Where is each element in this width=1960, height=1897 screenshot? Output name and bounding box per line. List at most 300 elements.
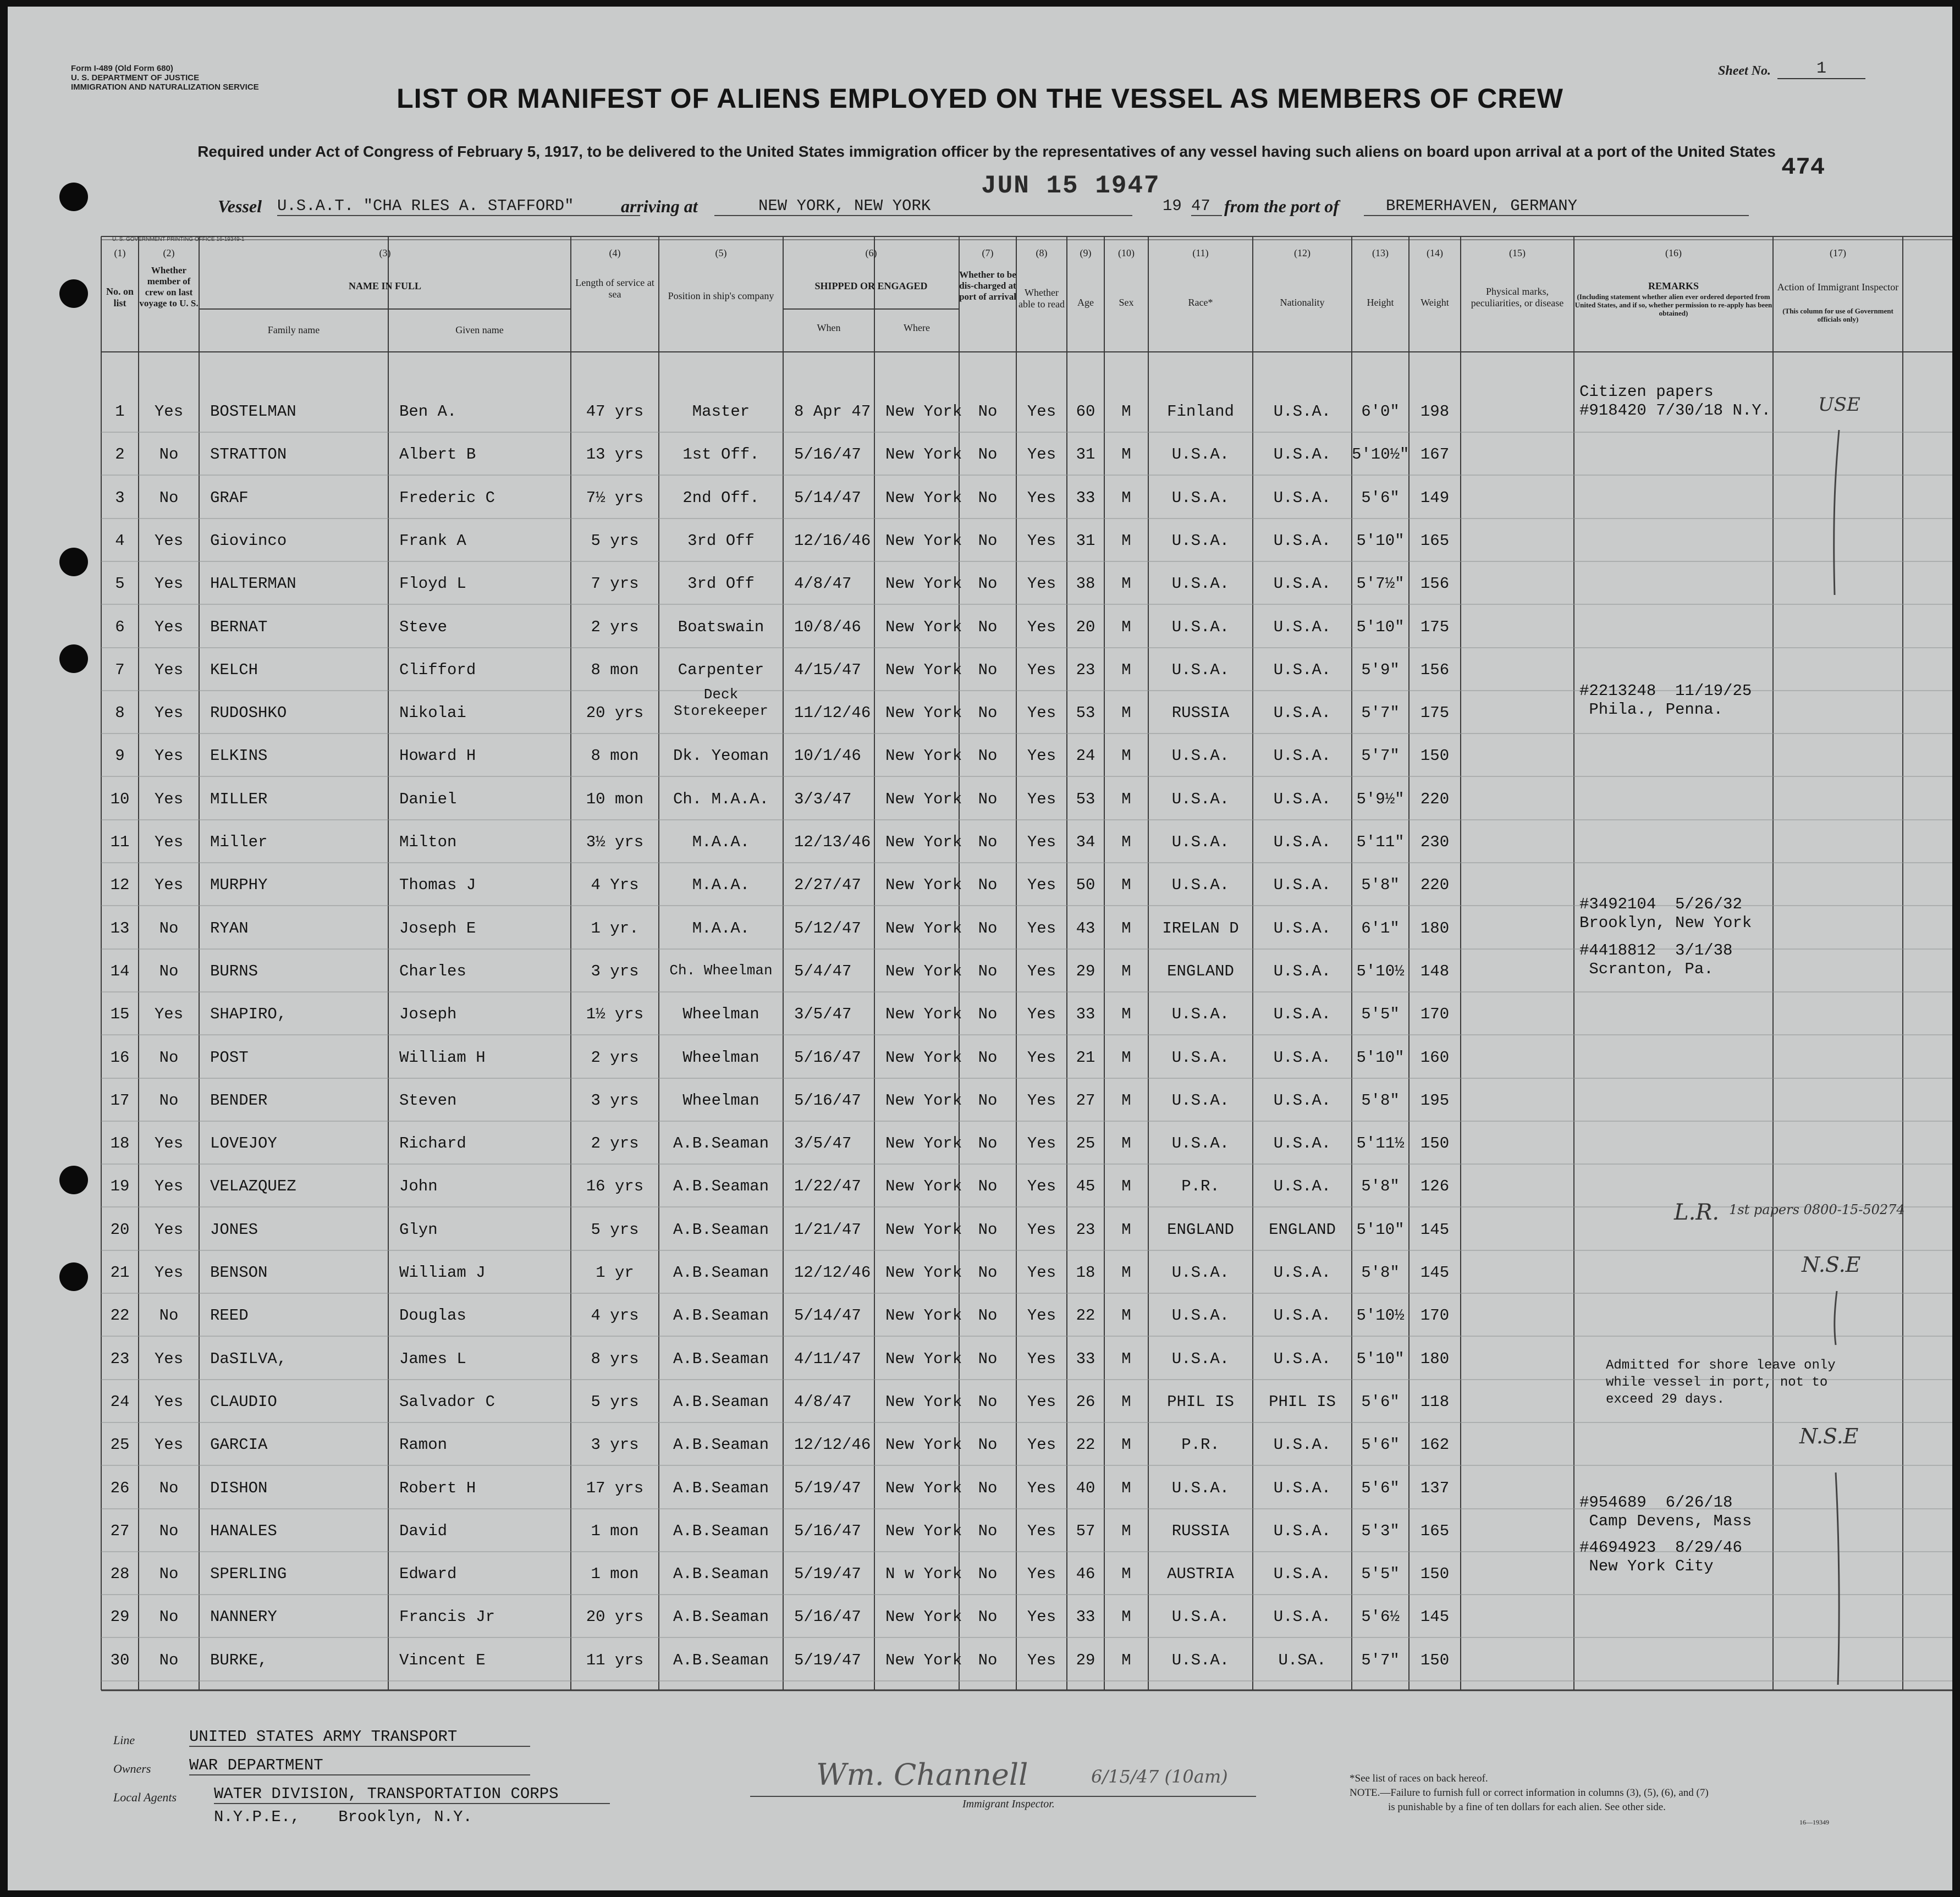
position: 3rd Off	[687, 532, 755, 550]
age: 21	[1076, 1049, 1095, 1067]
given-name: Frank A	[399, 532, 466, 550]
age: 29	[1076, 962, 1095, 980]
column-number: (7)	[982, 247, 994, 258]
shipped-where: New York	[885, 489, 962, 507]
race: ENGLAND	[1167, 962, 1234, 980]
row-number: 9	[115, 747, 125, 765]
able-to-read: Yes	[1027, 1350, 1056, 1368]
header-name-in-full: NAME IN FULL	[348, 280, 421, 291]
family-name: MILLER	[210, 790, 268, 808]
remark-row-8: #2213248 11/19/25 Phila., Penna.	[1579, 682, 1752, 719]
shipped-when: 5/16/47	[794, 1049, 861, 1067]
sex: M	[1121, 962, 1131, 980]
position: Ch. M.A.A.	[673, 790, 769, 808]
row-number: 12	[110, 876, 130, 894]
shipped-where: New York	[885, 661, 962, 679]
able-to-read: Yes	[1027, 402, 1056, 421]
age: 22	[1076, 1306, 1095, 1325]
height: 5'7"	[1361, 1651, 1400, 1669]
given-name: Steve	[399, 618, 448, 636]
header-height: Height	[1367, 297, 1394, 308]
length-of-service: 3½ yrs	[586, 833, 644, 851]
shipped-when: 4/11/47	[794, 1350, 861, 1368]
length-of-service: 8 mon	[591, 661, 639, 679]
given-name: Milton	[399, 833, 457, 851]
nationality: PHIL IS	[1269, 1393, 1336, 1411]
position: Ch. Wheelman	[669, 962, 773, 979]
shipped-when: 10/8/46	[794, 618, 861, 636]
family-name: BERNAT	[210, 618, 268, 636]
sex: M	[1121, 1522, 1131, 1540]
age: 27	[1076, 1091, 1095, 1110]
age: 23	[1076, 661, 1095, 679]
column-number: (6)	[865, 247, 877, 258]
row-number: 18	[110, 1134, 130, 1152]
sex: M	[1121, 747, 1131, 765]
height: 5'8"	[1361, 1264, 1400, 1282]
length-of-service: 1 yr.	[591, 919, 639, 938]
weight: 170	[1420, 1005, 1450, 1023]
prior-voyage: No	[159, 445, 179, 464]
header-remarks-sub: (Including statement whether alien ever ordered deported from United States, and if so, whether permission to re-apply has been obtained)	[1574, 293, 1772, 317]
shipped-when: 1/21/47	[794, 1221, 861, 1239]
prior-voyage: Yes	[154, 1134, 184, 1152]
race: ENGLAND	[1167, 1221, 1234, 1239]
race: RUSSIA	[1171, 1522, 1230, 1540]
shipped-when: 5/16/47	[794, 1522, 861, 1540]
age: 18	[1076, 1264, 1095, 1282]
handwritten-nse-note: N.S.E	[1799, 1424, 1859, 1448]
vessel-name: U.S.A.T. "CHA RLES A. STAFFORD"	[277, 197, 640, 216]
family-name: JONES	[210, 1221, 258, 1239]
family-name: BURKE,	[210, 1651, 268, 1669]
length-of-service: 7 yrs	[591, 575, 639, 593]
height: 5'10½	[1356, 1306, 1405, 1325]
given-name: John	[399, 1177, 438, 1195]
position: Dk. Yeoman	[673, 747, 769, 765]
remark-row-28: #4694923 8/29/46 New York City	[1579, 1538, 1742, 1575]
vessel-label: Vessel	[218, 196, 262, 216]
family-name: HALTERMAN	[210, 575, 296, 593]
row-number: 8	[115, 704, 125, 722]
position: A.B.Seaman	[673, 1565, 769, 1583]
length-of-service: 8 yrs	[591, 1350, 639, 1368]
inspector-signature-line	[750, 1796, 1256, 1797]
given-name: Clifford	[399, 661, 476, 679]
race: U.S.A.	[1171, 1608, 1230, 1626]
race: U.S.A.	[1171, 790, 1230, 808]
manifest-sheet	[8, 7, 1952, 1890]
given-name: William J	[399, 1264, 486, 1282]
column-number: (4)	[609, 247, 621, 258]
height: 5'10"	[1356, 1350, 1405, 1368]
nationality: U.S.A.	[1273, 919, 1331, 938]
given-name: Ramon	[399, 1436, 448, 1454]
age: 34	[1076, 833, 1095, 851]
able-to-read: Yes	[1027, 575, 1056, 593]
row-number: 14	[110, 962, 130, 980]
position: Master	[692, 402, 750, 421]
family-name: GRAF	[210, 489, 249, 507]
given-name: Salvador C	[399, 1393, 495, 1411]
nationality: U.S.A.	[1273, 876, 1331, 894]
able-to-read: Yes	[1027, 833, 1056, 851]
sex: M	[1121, 1264, 1131, 1282]
handwritten-pen-stroke	[1823, 424, 1845, 600]
length-of-service: 3 yrs	[591, 1436, 639, 1454]
length-of-service: 20 yrs	[586, 704, 644, 722]
prior-voyage: Yes	[154, 1350, 184, 1368]
row-number: 29	[110, 1608, 130, 1626]
length-of-service: 13 yrs	[586, 445, 644, 464]
family-name: REED	[210, 1306, 249, 1325]
column-number: (3)	[379, 247, 391, 258]
remark-row-13: #3492104 5/26/32 Brooklyn, New York	[1579, 895, 1752, 932]
remark-row-14: #4418812 3/1/38 Scranton, Pa.	[1579, 941, 1733, 978]
given-name: Charles	[399, 962, 466, 980]
row-number: 25	[110, 1436, 130, 1454]
height: 5'9½"	[1356, 790, 1405, 808]
weight: 230	[1420, 833, 1450, 851]
row-number: 1	[115, 402, 125, 421]
height: 6'0"	[1361, 402, 1400, 421]
shipped-when: 5/12/47	[794, 919, 861, 938]
weight: 156	[1420, 661, 1450, 679]
prior-voyage: No	[159, 1608, 179, 1626]
header-no-on-list: No. on list	[106, 286, 134, 308]
given-name: Thomas J	[399, 876, 476, 894]
shipped-when: 5/16/47	[794, 1091, 861, 1110]
position: A.B.Seaman	[673, 1651, 769, 1669]
given-name: Douglas	[399, 1306, 466, 1325]
position: A.B.Seaman	[673, 1393, 769, 1411]
weight: 156	[1420, 575, 1450, 593]
height: 5'5"	[1361, 1565, 1400, 1583]
sex: M	[1121, 402, 1131, 421]
race: PHIL IS	[1167, 1393, 1234, 1411]
nationality: U.S.A.	[1273, 1177, 1331, 1195]
position: A.B.Seaman	[673, 1306, 769, 1325]
race: U.S.A.	[1171, 661, 1230, 679]
age: 29	[1076, 1651, 1095, 1669]
race: U.S.A.	[1171, 747, 1230, 765]
height: 5'11½	[1356, 1134, 1405, 1152]
length-of-service: 2 yrs	[591, 1134, 639, 1152]
weight: 150	[1420, 1651, 1450, 1669]
able-to-read: Yes	[1027, 1608, 1056, 1626]
to-be-discharged: No	[978, 1522, 998, 1540]
shipped-where: New York	[885, 1264, 962, 1282]
able-to-read: Yes	[1027, 876, 1056, 894]
height: 5'5"	[1361, 1005, 1400, 1023]
shipped-where: New York	[885, 876, 962, 894]
prior-voyage: Yes	[154, 747, 184, 765]
able-to-read: Yes	[1027, 661, 1056, 679]
shipped-where: New York	[885, 402, 962, 421]
prior-voyage: Yes	[154, 402, 184, 421]
to-be-discharged: No	[978, 1436, 998, 1454]
shipped-where: New York	[885, 445, 962, 464]
prior-voyage: Yes	[154, 1005, 184, 1023]
weight: 150	[1420, 747, 1450, 765]
prior-voyage: Yes	[154, 1393, 184, 1411]
header-weight: Weight	[1421, 297, 1449, 308]
family-name: VELAZQUEZ	[210, 1177, 296, 1195]
height: 5'8"	[1361, 876, 1400, 894]
race: IRELAN D	[1162, 919, 1239, 938]
handwritten-nse-note: N.S.E	[1802, 1253, 1861, 1277]
family-name: ELKINS	[210, 747, 268, 765]
shipped-when: 5/4/47	[794, 962, 852, 980]
height: 5'3"	[1361, 1522, 1400, 1540]
position: Boatswain	[678, 618, 764, 636]
prior-voyage: Yes	[154, 618, 184, 636]
age: 57	[1076, 1522, 1095, 1540]
position: A.B.Seaman	[673, 1608, 769, 1626]
nationality: U.S.A.	[1273, 575, 1331, 593]
nationality: U.S.A.	[1273, 1306, 1331, 1325]
age: 53	[1076, 790, 1095, 808]
department: U. S. DEPARTMENT OF JUSTICE	[71, 73, 200, 82]
race: U.S.A.	[1171, 618, 1230, 636]
position: A.B.Seaman	[673, 1221, 769, 1239]
race: U.S.A.	[1171, 1264, 1230, 1282]
nationality: U.S.A.	[1273, 532, 1331, 550]
column-number: (15)	[1509, 247, 1526, 258]
local-agents-value-2: N.Y.P.E., Brooklyn, N.Y.	[214, 1808, 472, 1826]
inspector-date: 6/15/47 (10am)	[1091, 1766, 1228, 1787]
shipped-where: New York	[885, 1436, 962, 1454]
nationality: U.S.A.	[1273, 790, 1331, 808]
shipped-when: 4/8/47	[794, 575, 852, 593]
arrival-year: 47	[1191, 197, 1222, 216]
shipped-when: 10/1/46	[794, 747, 861, 765]
shipped-where: New York	[885, 1177, 962, 1195]
family-name: MURPHY	[210, 876, 268, 894]
to-be-discharged: No	[978, 661, 998, 679]
shipped-when: 2/27/47	[794, 876, 861, 894]
prior-voyage: Yes	[154, 532, 184, 550]
race: U.S.A.	[1171, 1479, 1230, 1497]
service: IMMIGRATION AND NATURALIZATION SERVICE	[71, 82, 259, 92]
races-note: *See list of races on back hereof.	[1350, 1773, 1488, 1784]
age: 43	[1076, 919, 1095, 938]
nationality: U.S.A.	[1273, 1005, 1331, 1023]
header-physical-marks: Physical marks, peculiarities, or disease	[1471, 286, 1564, 308]
able-to-read: Yes	[1027, 1436, 1056, 1454]
age: 50	[1076, 876, 1095, 894]
sex: M	[1121, 1479, 1131, 1497]
weight: 148	[1420, 962, 1450, 980]
header-race: Race*	[1188, 297, 1213, 308]
age: 33	[1076, 1608, 1095, 1626]
age: 26	[1076, 1393, 1095, 1411]
column-number: (1)	[114, 247, 126, 258]
age: 20	[1076, 618, 1095, 636]
row-number: 22	[110, 1306, 130, 1325]
family-name: KELCH	[210, 661, 258, 679]
race: RUSSIA	[1171, 704, 1230, 722]
row-number: 6	[115, 618, 125, 636]
row-number: 15	[110, 1005, 130, 1023]
prior-voyage: Yes	[154, 1264, 184, 1282]
prior-voyage: No	[159, 962, 179, 980]
sex: M	[1121, 1177, 1131, 1195]
sex: M	[1121, 1005, 1131, 1023]
sex: M	[1121, 1393, 1131, 1411]
to-be-discharged: No	[978, 1264, 998, 1282]
sex: M	[1121, 1350, 1131, 1368]
height: 5'10"	[1356, 618, 1405, 636]
shipped-when: 5/19/47	[794, 1565, 861, 1583]
position: A.B.Seaman	[673, 1177, 769, 1195]
header-length-service: Length of service at sea	[575, 277, 654, 300]
row-number: 5	[115, 575, 125, 593]
position: Wheelman	[682, 1005, 759, 1023]
family-name: BOSTELMAN	[210, 402, 296, 421]
nationality: U.S.A.	[1273, 1479, 1331, 1497]
weight: 145	[1420, 1264, 1450, 1282]
nationality: U.S.A.	[1273, 833, 1331, 851]
weight: 145	[1420, 1608, 1450, 1626]
given-name: Howard H	[399, 747, 476, 765]
length-of-service: 16 yrs	[586, 1177, 644, 1195]
able-to-read: Yes	[1027, 1005, 1056, 1023]
prior-voyage: Yes	[154, 661, 184, 679]
header-action-sub: (This column for use of Government officials only)	[1782, 307, 1893, 323]
family-name: RYAN	[210, 919, 249, 938]
header-family-name: Family name	[267, 324, 320, 335]
length-of-service: 7½ yrs	[586, 489, 644, 507]
row-number: 20	[110, 1221, 130, 1239]
prior-voyage: No	[159, 919, 179, 938]
to-be-discharged: No	[978, 747, 998, 765]
family-name: RUDOSHKO	[210, 704, 287, 722]
position: M.A.A.	[692, 833, 750, 851]
height: 5'10½	[1356, 962, 1405, 980]
to-be-discharged: No	[978, 1005, 998, 1023]
weight: 165	[1420, 1522, 1450, 1540]
row-number: 23	[110, 1350, 130, 1368]
able-to-read: Yes	[1027, 1306, 1056, 1325]
header-member-last-voyage: Whether member of crew on last voyage to U. S.	[139, 265, 199, 308]
height: 5'6½	[1361, 1608, 1400, 1626]
weight: 145	[1420, 1221, 1450, 1239]
given-name: Joseph	[399, 1005, 457, 1023]
sex: M	[1121, 661, 1131, 679]
given-name: David	[399, 1522, 448, 1540]
able-to-read: Yes	[1027, 532, 1056, 550]
sex: M	[1121, 876, 1131, 894]
row-number: 4	[115, 532, 125, 550]
height: 5'10"	[1356, 532, 1405, 550]
age: 60	[1076, 402, 1095, 421]
to-be-discharged: No	[978, 1091, 998, 1110]
given-name: Francis Jr	[399, 1608, 495, 1626]
weight: 167	[1420, 445, 1450, 464]
position: A.B.Seaman	[673, 1350, 769, 1368]
race: U.S.A.	[1171, 1306, 1230, 1325]
position: 2nd Off.	[682, 489, 759, 507]
weight: 170	[1420, 1306, 1450, 1325]
header-when: When	[817, 322, 841, 333]
sex: M	[1121, 1306, 1131, 1325]
sheet-number: 1	[1777, 59, 1865, 79]
column-number: (2)	[163, 247, 175, 258]
position: A.B.Seaman	[673, 1522, 769, 1540]
family-name: BENSON	[210, 1264, 268, 1282]
year-prefix: 19	[1163, 197, 1182, 215]
to-be-discharged: No	[978, 876, 998, 894]
row-number: 11	[110, 833, 130, 851]
shipped-where: New York	[885, 532, 962, 550]
header-discharged: Whether to be dis-charged at port of arrival	[959, 269, 1016, 302]
arrival-date-stamp: JUN 15 1947	[981, 172, 1160, 200]
length-of-service: 2 yrs	[591, 1049, 639, 1067]
height: 5'10½"	[1352, 445, 1410, 464]
remark-row-1: Citizen papers #918420 7/30/18 N.Y.	[1579, 383, 1771, 420]
age: 25	[1076, 1134, 1095, 1152]
prior-voyage: No	[159, 1479, 179, 1497]
to-be-discharged: No	[978, 575, 998, 593]
shipped-where: New York	[885, 747, 962, 765]
to-be-discharged: No	[978, 919, 998, 938]
race: U.S.A.	[1171, 1651, 1230, 1669]
weight: 175	[1420, 618, 1450, 636]
prior-voyage: No	[159, 1651, 179, 1669]
race: U.S.A.	[1171, 575, 1230, 593]
shipped-where: New York	[885, 575, 962, 593]
position: Wheelman	[682, 1091, 759, 1110]
family-name: Miller	[210, 833, 268, 851]
nationality: U.S.A.	[1273, 1134, 1331, 1152]
nationality: U.S.A.	[1273, 489, 1331, 507]
shipped-where: New York	[885, 1350, 962, 1368]
shipped-when: 5/14/47	[794, 1306, 861, 1325]
age: 53	[1076, 704, 1095, 722]
weight: 162	[1420, 1436, 1450, 1454]
to-be-discharged: No	[978, 833, 998, 851]
column-number: (16)	[1665, 247, 1682, 258]
nationality: U.S.A.	[1273, 704, 1331, 722]
handwritten-pen-stroke	[1823, 1288, 1845, 1348]
height: 5'6"	[1361, 1436, 1400, 1454]
sex: M	[1121, 618, 1131, 636]
length-of-service: 3 yrs	[591, 962, 639, 980]
family-name: BENDER	[210, 1091, 268, 1110]
nationality: U.S.A.	[1273, 445, 1331, 464]
nationality: U.S.A.	[1273, 1608, 1331, 1626]
manifest-number: 474	[1781, 154, 1825, 181]
line-value: UNITED STATES ARMY TRANSPORT	[189, 1728, 530, 1747]
row-number: 21	[110, 1264, 130, 1282]
weight: 165	[1420, 532, 1450, 550]
age: 38	[1076, 575, 1095, 593]
family-name: GARCIA	[210, 1436, 268, 1454]
row-number: 16	[110, 1049, 130, 1067]
header-position: Position in ship's company	[668, 290, 774, 301]
weight: 220	[1420, 876, 1450, 894]
shipped-where: New York	[885, 1134, 962, 1152]
weight: 149	[1420, 489, 1450, 507]
to-be-discharged: No	[978, 445, 998, 464]
given-name: James L	[399, 1350, 466, 1368]
position: A.B.Seaman	[673, 1134, 769, 1152]
height: 5'6"	[1361, 1393, 1400, 1411]
weight: 220	[1420, 790, 1450, 808]
column-number: (13)	[1372, 247, 1389, 258]
given-name: Robert H	[399, 1479, 476, 1497]
